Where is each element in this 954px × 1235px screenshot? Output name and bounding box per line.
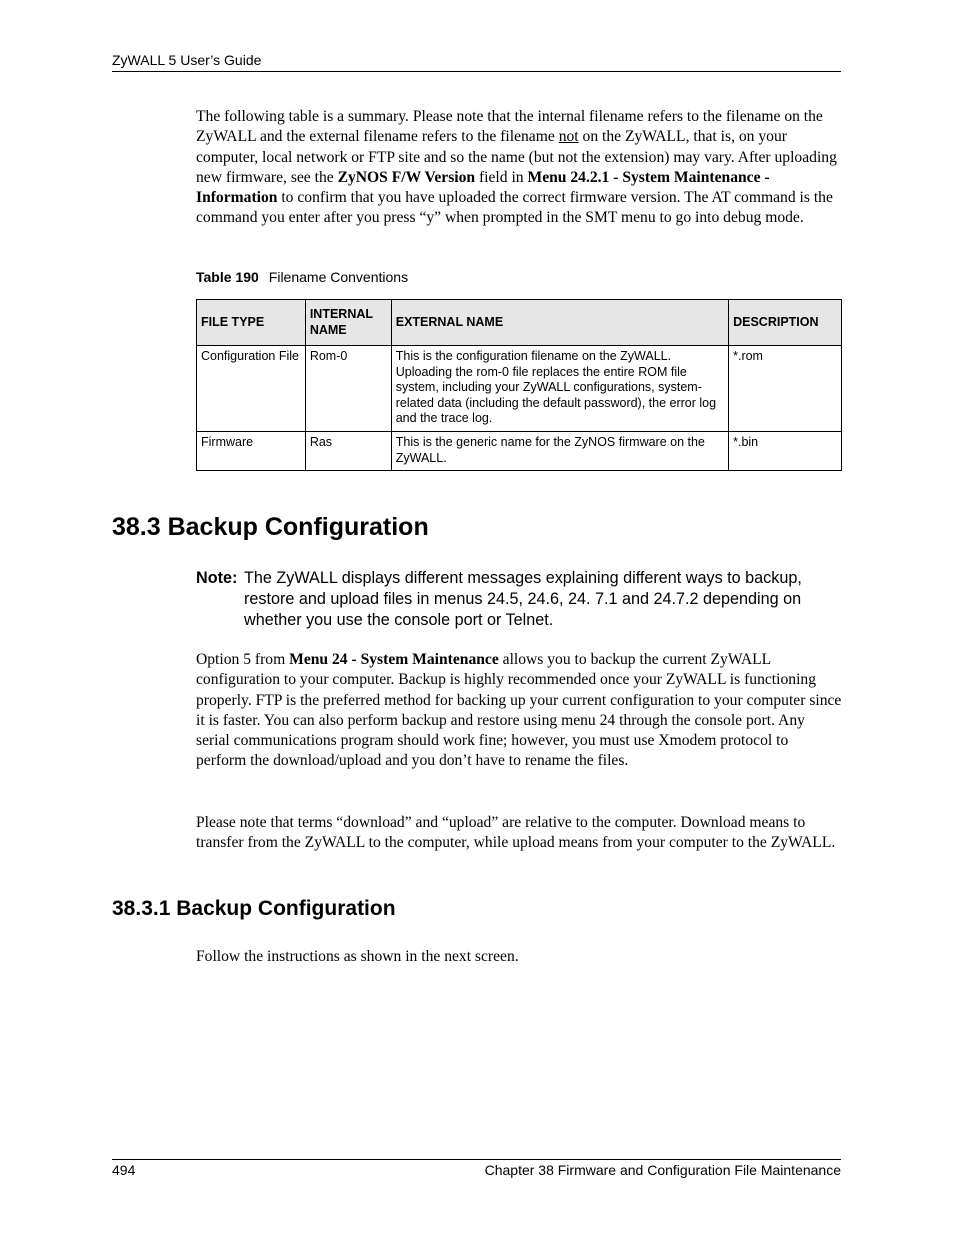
header-file-type: FILE TYPE [197,300,306,346]
instructions-paragraph: Follow the instructions as shown in the next screen. [196,948,519,965]
page-number: 494 [112,1162,136,1178]
cell-description: *.rom [729,346,842,432]
table-caption-label: Table 190 [196,269,259,285]
backup-paragraph: Option 5 from Menu 24 - System Maintenance allows you to backup the current ZyWALL configuration to your computer. Backup is highly recommended once your ZyWALL is functioning properly. FTP is the preferred method for backing up your current configuration to your computer since it is faster. You can also perform backup and restore using menu 24 through the console port. Any serial communications program should work fine; however, you must use Xmodem protocol to perform the download/upload and you don’t have to rename the files. [196,651,842,770]
section-heading: 38.3 Backup Configuration [112,513,429,541]
subsection-heading: 38.3.1 Backup Configuration [112,897,396,920]
chapter-title: Chapter 38 Firmware and Configuration File Maintenance [484,1162,841,1178]
note-block [196,568,842,631]
table-row [197,346,842,432]
table-row [197,431,842,470]
table-caption-title: Filename Conventions [268,269,409,285]
table-caption [196,269,408,285]
header-description: DESCRIPTION [729,300,842,346]
intro-paragraph: The following table is a summary. Please note that the internal filename refers to the filename on the ZyWALL and the external filename refers to the filename not on the ZyWALL, that is, on your computer, local network or FTP site and so the name (but not the extension) may vary. After uploading new firmware, see the ZyNOS F/W Version field in Menu 24.2.1 - System Maintenance - Information to confirm that you have uploaded the correct firmware version. The AT command is the command you enter after you press “y” when prompted in the SMT menu to go into debug mode. [196,108,837,227]
footer-rule [112,1159,841,1160]
running-header: ZyWALL 5 User’s Guide [112,52,262,68]
header-external-name: EXTERNAL NAME [391,300,728,346]
note-text: The ZyWALL displays different messages explaining different ways to backup, restore and upload files in menus 24.5, 24.6, 24. 7.1 and 24.7.2 depending on whether you use the console port or Telnet. [244,569,802,629]
cell-internal-name: Rom-0 [305,346,391,432]
header-internal-name: INTERNAL NAME [305,300,391,346]
cell-description: *.bin [729,431,842,470]
cell-file-type: Firmware [197,431,306,470]
download-upload-paragraph: Please note that terms “download” and “upload” are relative to the computer. Download means to transfer from the ZyWALL to the computer, while upload means from your computer to the ZyWALL. [196,814,836,852]
cell-external-name: This is the configuration filename on the ZyWALL. Uploading the rom-0 file replaces the entire ROM file system, including your ZyWALL configurations, system-related data (including the default password), the error log and the trace log. [391,346,728,432]
header-rule [112,71,841,72]
note-label: Note: [196,569,238,587]
cell-internal-name: Ras [305,431,391,470]
cell-external-name: This is the generic name for the ZyNOS firmware on the ZyWALL. [391,431,728,470]
cell-file-type: Configuration File [197,346,306,432]
filename-conventions-table [196,299,842,471]
table-header-row [197,300,842,346]
